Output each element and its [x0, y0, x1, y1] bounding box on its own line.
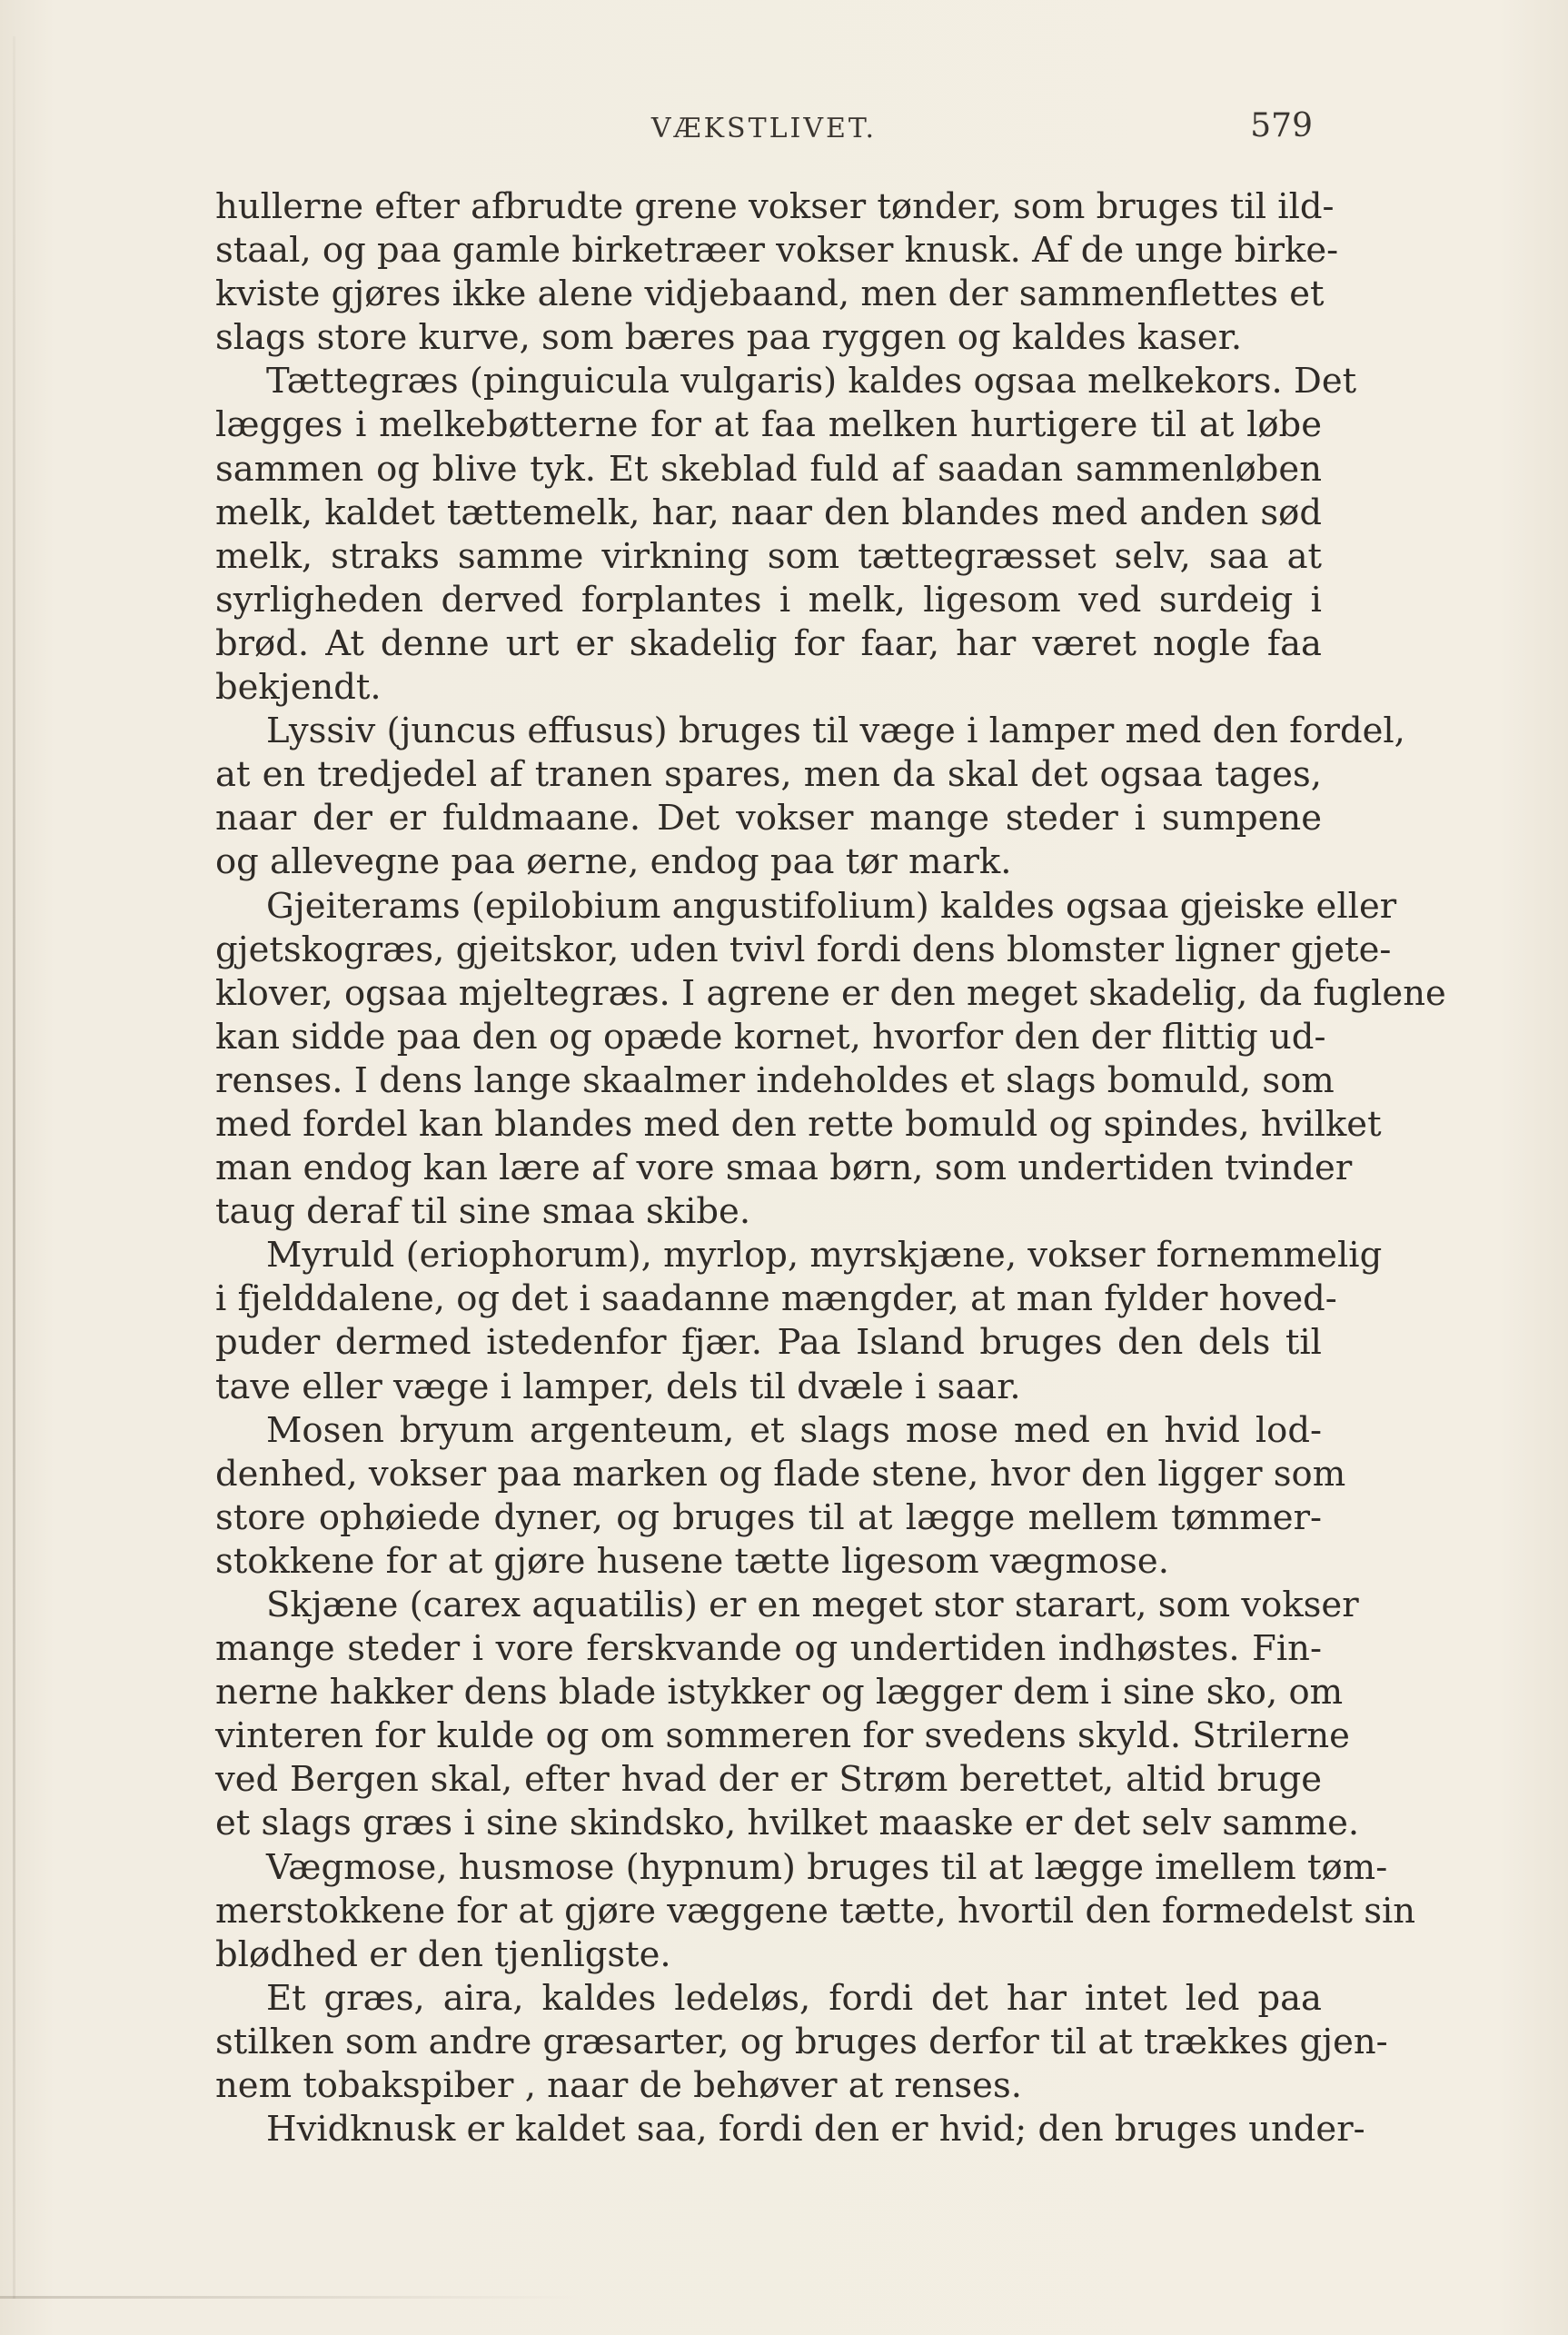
text-line: hullerne efter afbrudte grene vokser tønder, som bruges til ild- — [215, 186, 1335, 227]
text-line: nerne hakker dens blade istykker og lægger dem i sine sko, om — [215, 1672, 1344, 1714]
text-line: slags store kurve, som bæres paa ryggen og kaldes kaser. — [215, 317, 1243, 359]
page-number: 579 — [1250, 107, 1313, 144]
text-line: stokkene for at gjøre husene tætte ligesom vægmose. — [215, 1540, 1169, 1582]
text-line: at en tredjedel af tranen spares, men da skal det ogsaa tages, — [215, 754, 1322, 796]
running-title: VÆKSTLIVET. — [650, 113, 878, 144]
text-line: ved Bergen skal, efter hvad der er Strøm berettet, altid bruge — [215, 1759, 1322, 1801]
text-line: et slags græs i sine skindsko, hvilket maaske er det selv samme. — [215, 1803, 1360, 1844]
text-line: store ophøiede dyner, og bruges til at lægge mellem tømmer- — [215, 1496, 1322, 1538]
text-line: Mosen bryum argenteum, et slags mose med en hvid lod- — [266, 1409, 1322, 1451]
text-line: syrligheden derved forplantes i melk, ligesom ved surdeig i — [215, 579, 1322, 621]
text-line: bekjendt. — [215, 667, 382, 709]
text-line: denhed, vokser paa marken og flade stene, hvor den ligger som — [215, 1453, 1346, 1495]
text-line: tave eller væge i lamper, dels til dvæle i saar. — [215, 1366, 1021, 1407]
text-line: Lyssiv (juncus effusus) bruges til væge i lamper med den fordel, — [266, 710, 1405, 752]
text-line: og allevegne paa øerne, endog paa tør mark. — [215, 841, 1012, 883]
text-line: Myruld (eriophorum), myrlop, myrskjæne, vokser fornemmelig — [266, 1235, 1383, 1277]
text-line: mange steder i vore ferskvande og undertiden indhøstes. Fin- — [215, 1628, 1322, 1670]
text-line: kviste gjøres ikke alene vidjebaand, men der sammenflettes et — [215, 273, 1325, 315]
text-line: Tættegræs (pinguicula vulgaris) kaldes ogsaa melkekors. Det — [266, 361, 1357, 402]
text-line: kan sidde paa den og opæde kornet, hvorfor den der flittig ud- — [215, 1016, 1326, 1058]
text-line: Gjeiterams (epilobium angustifolium) kaldes ogsaa gjeiske eller — [266, 885, 1397, 927]
text-line: vinteren for kulde og om sommeren for svedens skyld. Strilerne — [215, 1715, 1350, 1757]
text-line: merstokkene for at gjøre væggene tætte, hvortil den formedelst sin — [215, 1890, 1416, 1932]
text-line: Hvidknusk er kaldet saa, fordi den er hvid; den bruges under- — [266, 2109, 1365, 2151]
text-line: naar der er fuldmaane. Det vokser mange steder i sumpene — [215, 798, 1322, 840]
text-line: i fjelddalene, og det i saadanne mængder, at man fylder hoved- — [215, 1278, 1337, 1320]
text-line: blødhed er den tjenligste. — [215, 1933, 671, 1975]
text-line: renses. I dens lange skaalmer indeholdes et slags bomuld, som — [215, 1059, 1335, 1101]
text-line: klover, ogsaa mjeltegræs. I agrene er den meget skadelig, da fuglene — [215, 972, 1446, 1014]
text-line: melk, straks samme virkning som tættegræsset selv, saa at — [215, 535, 1322, 577]
text-line: Et græs, aira, kaldes ledeløs, fordi det har intet led paa — [266, 1977, 1322, 2019]
text-line: puder dermed istedenfor fjær. Paa Island bruges den dels til — [215, 1322, 1322, 1364]
text-line: sammen og blive tyk. Et skeblad fuld af saadan sammenløben — [215, 448, 1322, 490]
text-line: staal, og paa gamle birketræer vokser knusk. Af de unge birke- — [215, 230, 1339, 272]
body-text — [215, 185, 1446, 2151]
text-line: Vægmose, husmose (hypnum) bruges til at lægge imellem tøm- — [266, 1846, 1388, 1888]
text-line: Skjæne (carex aquatilis) er en meget stor starart, som vokser — [266, 1585, 1359, 1625]
page-bottom-shadow — [0, 2296, 581, 2299]
text-line: brød. At denne urt er skadelig for faar, har været nogle faa — [215, 622, 1322, 664]
text-line: gjetskogræs, gjeitskor, uden tvivl fordi dens blomster ligner gjete- — [215, 929, 1392, 970]
page-header — [215, 107, 1313, 153]
text-line: stilken som andre græsarter, og bruges derfor til at trækkes gjen- — [215, 2021, 1388, 2062]
text-line: melk, kaldet tættemelk, har, naar den blandes med anden sød — [215, 492, 1322, 533]
text-line: man endog kan lære af vore smaa børn, som undertiden tvinder — [215, 1148, 1353, 1189]
text-line: lægges i melkebøtterne for at faa melken hurtigere til at løbe — [215, 404, 1322, 446]
text-line: nem tobakspiber , naar de behøver at renses. — [215, 2065, 1022, 2107]
page-edge-shadow — [13, 36, 15, 2299]
text-line: taug deraf til sine smaa skibe. — [215, 1191, 751, 1233]
text-line: med fordel kan blandes med den rette bomuld og spindes, hvilket — [215, 1103, 1382, 1145]
